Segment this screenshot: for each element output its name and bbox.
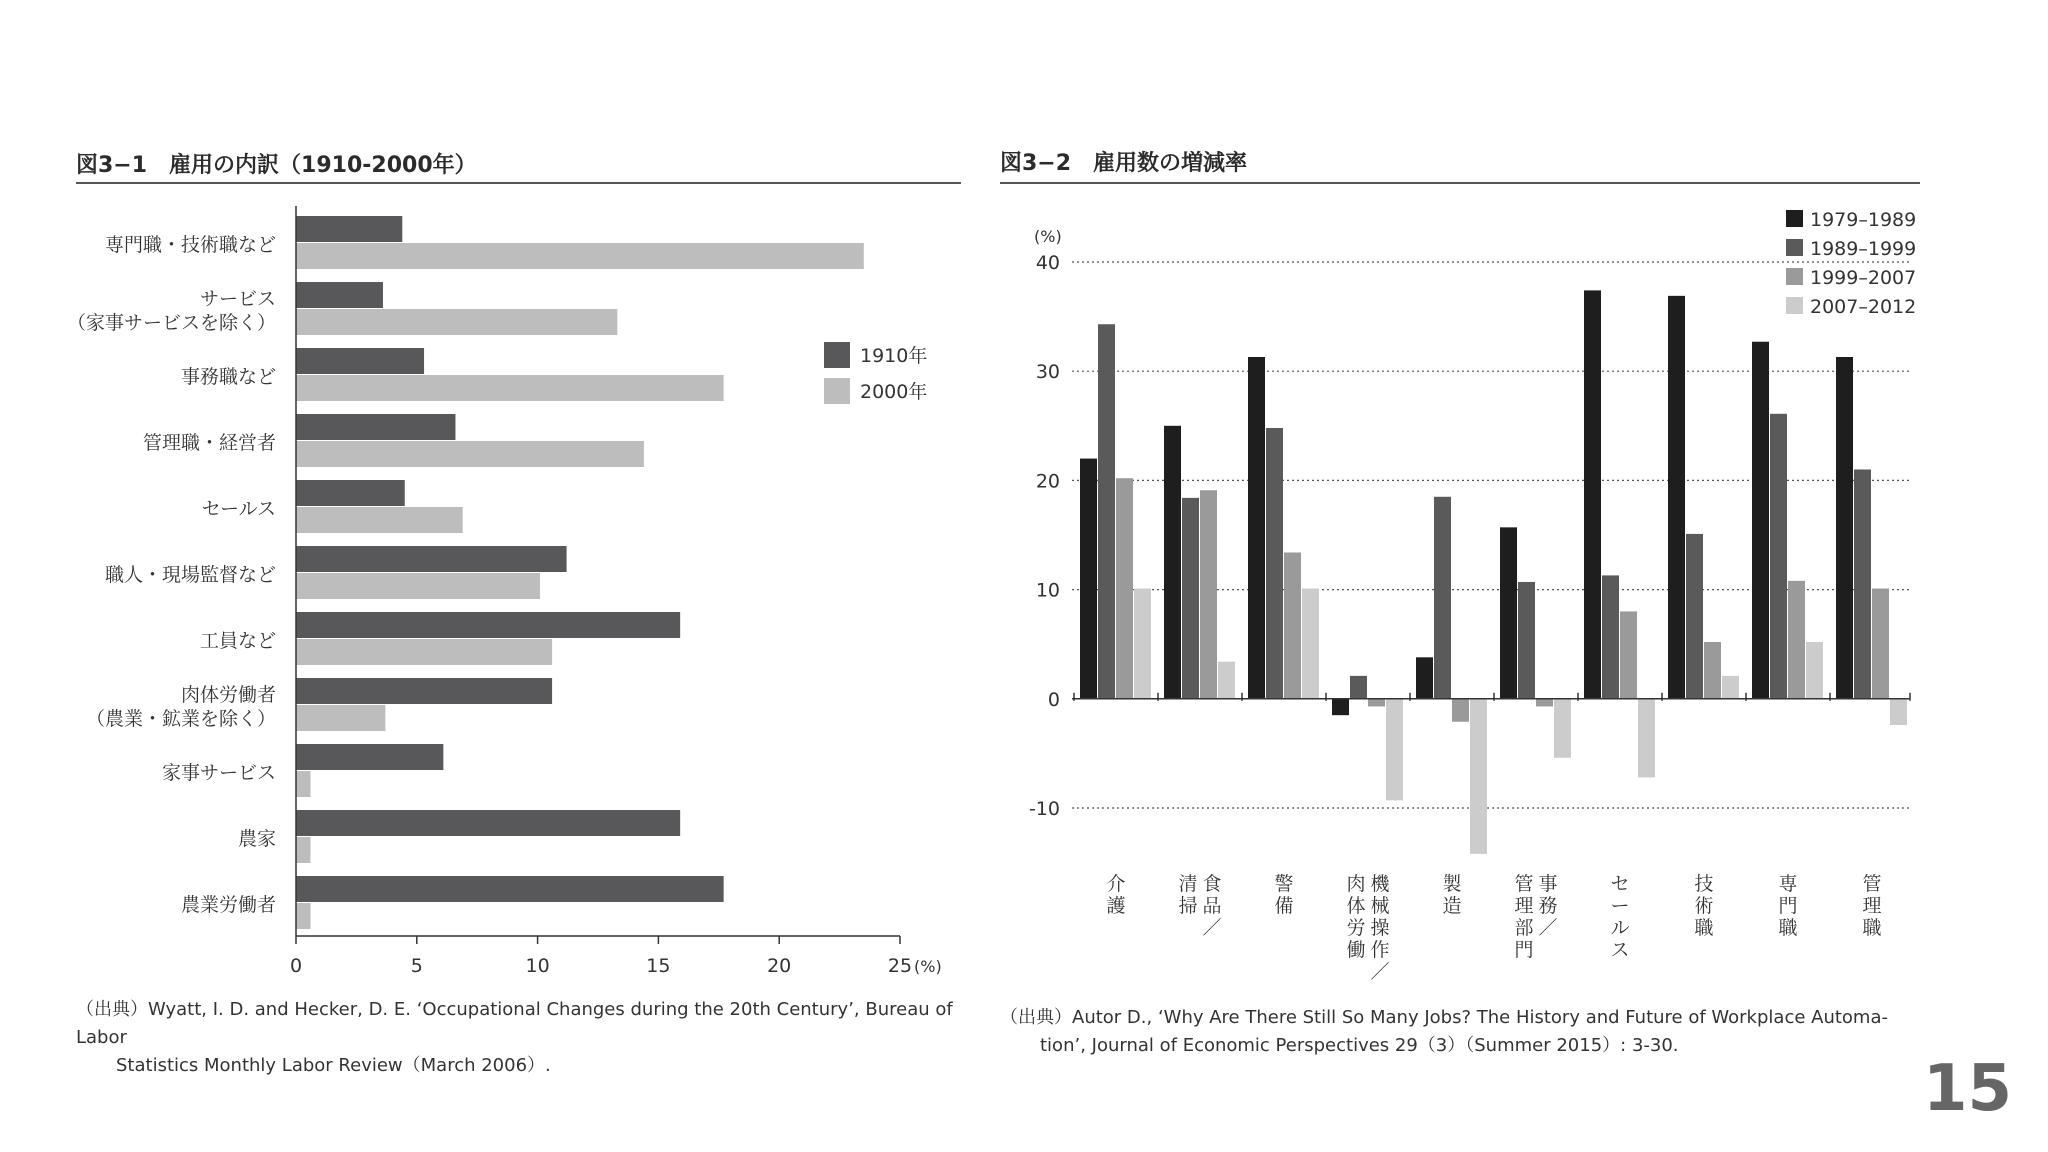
svg-text:備: 備 (1274, 895, 1294, 917)
bar-10-0 (296, 876, 724, 902)
legend-swatch-3 (1786, 297, 1803, 314)
svg-text:セ: セ (1610, 873, 1630, 895)
bar-5-3 (1554, 699, 1571, 758)
bar-2-1 (296, 375, 724, 401)
bar-7-1 (1686, 534, 1703, 699)
category-label-9: 農家 (237, 828, 276, 850)
bar-0-1 (296, 243, 864, 269)
svg-text:門: 門 (1514, 939, 1534, 961)
svg-text:／: ／ (1202, 917, 1222, 939)
legend-swatch-0 (824, 342, 850, 368)
category-label-8 (1778, 873, 1797, 939)
svg-text:肉: 肉 (1346, 873, 1366, 895)
svg-text:護: 護 (1106, 895, 1126, 917)
bar-5-1 (296, 573, 540, 599)
svg-text:清: 清 (1178, 873, 1198, 895)
bar-7-3 (1722, 676, 1739, 699)
svg-text:技: 技 (1694, 873, 1714, 895)
svg-text:職: 職 (1862, 917, 1882, 939)
svg-text:ス: ス (1610, 939, 1630, 961)
bar-1-0 (1164, 426, 1181, 699)
svg-text:／: ／ (1538, 917, 1558, 939)
category-label-2 (1274, 873, 1293, 917)
bar-8-0 (296, 744, 443, 770)
left-source (76, 996, 976, 1080)
svg-text:務: 務 (1538, 895, 1558, 917)
y-tick-label-3: 20 (1035, 470, 1060, 493)
bar-2-0 (296, 348, 424, 374)
x-tick-label-4: 20 (767, 955, 792, 977)
svg-text:部: 部 (1514, 917, 1534, 939)
category-label-7 (1694, 873, 1713, 939)
x-unit-label: (%) (914, 957, 942, 976)
left-bar-chart (0, 190, 980, 1020)
bar-4-2 (1452, 699, 1469, 722)
category-label-5: 職人・現場監督など (104, 564, 276, 586)
bar-4-1 (1434, 497, 1451, 699)
bar-6-3 (1638, 699, 1655, 778)
legend-swatch-2 (1786, 268, 1803, 285)
svg-text:術: 術 (1694, 895, 1714, 917)
svg-text:ル: ル (1610, 917, 1630, 939)
legend-label-3: 2007–2012 (1810, 296, 1917, 318)
bar-8-1 (1770, 414, 1787, 699)
left-title-rule (76, 182, 961, 184)
x-tick-label-2: 10 (525, 955, 550, 977)
bar-4-0 (1416, 657, 1433, 698)
right-bar-chart (980, 190, 2048, 1020)
legend-swatch-1 (824, 378, 850, 404)
y-tick-label-1: 0 (1047, 688, 1060, 711)
legend-swatch-1 (1786, 239, 1803, 256)
bar-4-3 (1470, 699, 1487, 854)
category-label-1 (1178, 873, 1221, 939)
right-source-line2: tion’, Journal of Economic Perspectives 29（3）（Summer 2015）: 3-30. (1040, 1035, 1679, 1056)
bar-10-1 (296, 903, 310, 929)
svg-text:専: 専 (1778, 873, 1798, 895)
bar-5-0 (1500, 527, 1517, 698)
legend-label-1: 1989–1999 (1810, 238, 1917, 260)
bar-7-2 (1704, 642, 1721, 699)
category-label-4: セールス (201, 498, 276, 520)
bar-2-0 (1248, 357, 1265, 699)
bar-3-3 (1386, 699, 1403, 801)
category-label-1: サービス（家事サービスを除く） (66, 288, 276, 334)
left-figure (0, 0, 980, 1100)
legend-label-2: 1999–2007 (1810, 267, 1917, 289)
bar-6-0 (1584, 290, 1601, 698)
legend-swatch-0 (1786, 210, 1803, 227)
svg-text:ー: ー (1610, 895, 1630, 917)
bar-0-0 (296, 216, 402, 242)
bar-6-0 (296, 612, 680, 638)
category-label-8: 家事サービス (161, 762, 276, 784)
bar-0-0 (1080, 459, 1097, 699)
svg-text:造: 造 (1442, 895, 1462, 917)
bar-5-0 (296, 546, 567, 572)
bar-0-3 (1134, 589, 1151, 699)
bar-3-2 (1368, 699, 1385, 707)
svg-text:働: 働 (1346, 939, 1366, 961)
bar-3-1 (1350, 676, 1367, 699)
right-figure-title: 図3−2 雇用数の増減率 (1000, 151, 1248, 176)
svg-text:作: 作 (1370, 939, 1390, 961)
bar-1-0 (296, 282, 383, 308)
svg-text:労: 労 (1346, 917, 1366, 939)
svg-text:理: 理 (1862, 895, 1882, 917)
bar-3-1 (296, 441, 644, 467)
svg-text:職: 職 (1778, 917, 1798, 939)
category-label-0: 専門職・技術職など (104, 234, 276, 256)
bar-6-1 (1602, 575, 1619, 698)
bar-5-2 (1536, 699, 1553, 707)
svg-text:管: 管 (1862, 873, 1882, 895)
bar-3-0 (296, 414, 455, 440)
bar-9-2 (1872, 589, 1889, 699)
bar-5-1 (1518, 582, 1535, 699)
svg-text:製: 製 (1442, 873, 1462, 895)
bar-8-0 (1752, 342, 1769, 699)
bar-1-1 (1182, 498, 1199, 699)
bar-3-0 (1332, 699, 1349, 715)
bar-8-3 (1806, 642, 1823, 699)
legend-label-0: 1910年 (860, 345, 928, 367)
bar-2-1 (1266, 428, 1283, 699)
category-label-0 (1106, 873, 1125, 917)
svg-text:品: 品 (1202, 895, 1222, 917)
page-number: 15 (1922, 1052, 2012, 1126)
y-axis-label: (%) (1034, 227, 1062, 246)
svg-text:職: 職 (1694, 917, 1714, 939)
category-label-2: 事務職など (180, 366, 276, 388)
category-label-6: 工員など (199, 630, 276, 652)
bar-2-3 (1302, 589, 1319, 699)
svg-text:体: 体 (1346, 895, 1366, 917)
bar-9-0 (296, 810, 680, 836)
category-label-4 (1442, 873, 1461, 917)
x-tick-label-1: 5 (410, 955, 423, 977)
legend-label-0: 1979–1989 (1810, 209, 1917, 231)
x-tick-label-5: 25 (887, 955, 913, 977)
left-figure-title: 図3−1 雇用の内訳（1910-2000年） (76, 153, 477, 178)
y-tick-label-4: 30 (1035, 361, 1060, 384)
category-label-6 (1610, 873, 1629, 961)
svg-text:機: 機 (1370, 873, 1390, 895)
y-tick-label-5: 40 (1035, 252, 1060, 274)
bar-8-1 (296, 771, 310, 797)
svg-text:食: 食 (1202, 873, 1222, 895)
y-tick-label-2: 10 (1035, 579, 1060, 602)
bar-6-2 (1620, 611, 1637, 698)
category-label-10: 農業労働者 (180, 894, 276, 916)
bar-4-0 (296, 480, 405, 506)
svg-text:警: 警 (1274, 873, 1294, 895)
svg-text:介: 介 (1106, 873, 1126, 895)
legend-label-1: 2000年 (860, 381, 928, 403)
right-source (1000, 1004, 2040, 1060)
svg-text:管: 管 (1514, 873, 1534, 895)
bar-7-1 (296, 705, 385, 731)
bar-9-1 (1854, 469, 1871, 698)
right-figure (980, 0, 2048, 1100)
category-label-9 (1862, 873, 1881, 939)
svg-text:事: 事 (1538, 873, 1558, 895)
y-tick-label-0: -10 (1028, 798, 1060, 820)
left-source-line2: Statistics Monthly Labor Review（March 2006）. (116, 1055, 551, 1076)
svg-text:門: 門 (1778, 895, 1798, 917)
x-tick-label-3: 15 (646, 955, 671, 977)
svg-text:／: ／ (1370, 961, 1390, 983)
right-title-rule (1000, 182, 1920, 184)
bar-6-1 (296, 639, 552, 665)
bar-9-1 (296, 837, 310, 863)
bar-1-1 (296, 309, 617, 335)
svg-text:操: 操 (1370, 917, 1390, 939)
bar-4-1 (296, 507, 463, 533)
bar-7-0 (1668, 296, 1685, 699)
bar-2-2 (1284, 552, 1301, 698)
bar-9-0 (1836, 357, 1853, 699)
bar-0-1 (1098, 324, 1115, 699)
category-label-3 (1346, 873, 1390, 983)
bar-0-2 (1116, 478, 1133, 699)
category-label-5 (1514, 873, 1557, 961)
svg-text:理: 理 (1514, 895, 1534, 917)
bar-1-2 (1200, 490, 1217, 699)
right-source-line1: （出典）Autor D., ‘Why Are There Still So Many Jobs? The History and Future of Workplace Automa- (1000, 1007, 1888, 1028)
x-tick-label-0: 0 (289, 955, 303, 977)
bar-7-0 (296, 678, 552, 704)
category-label-3: 管理職・経営者 (142, 432, 276, 454)
category-label-7: 肉体労働者（農業・鉱業を除く） (85, 684, 276, 730)
bar-8-2 (1788, 581, 1805, 699)
svg-text:掃: 掃 (1178, 895, 1198, 917)
svg-text:械: 械 (1370, 895, 1390, 917)
bar-9-3 (1890, 699, 1907, 725)
bar-1-3 (1218, 662, 1235, 699)
left-source-line1: （出典）Wyatt, I. D. and Hecker, D. E. ‘Occupational Changes during the 20th Century’, Bureau of Labor (76, 999, 953, 1048)
